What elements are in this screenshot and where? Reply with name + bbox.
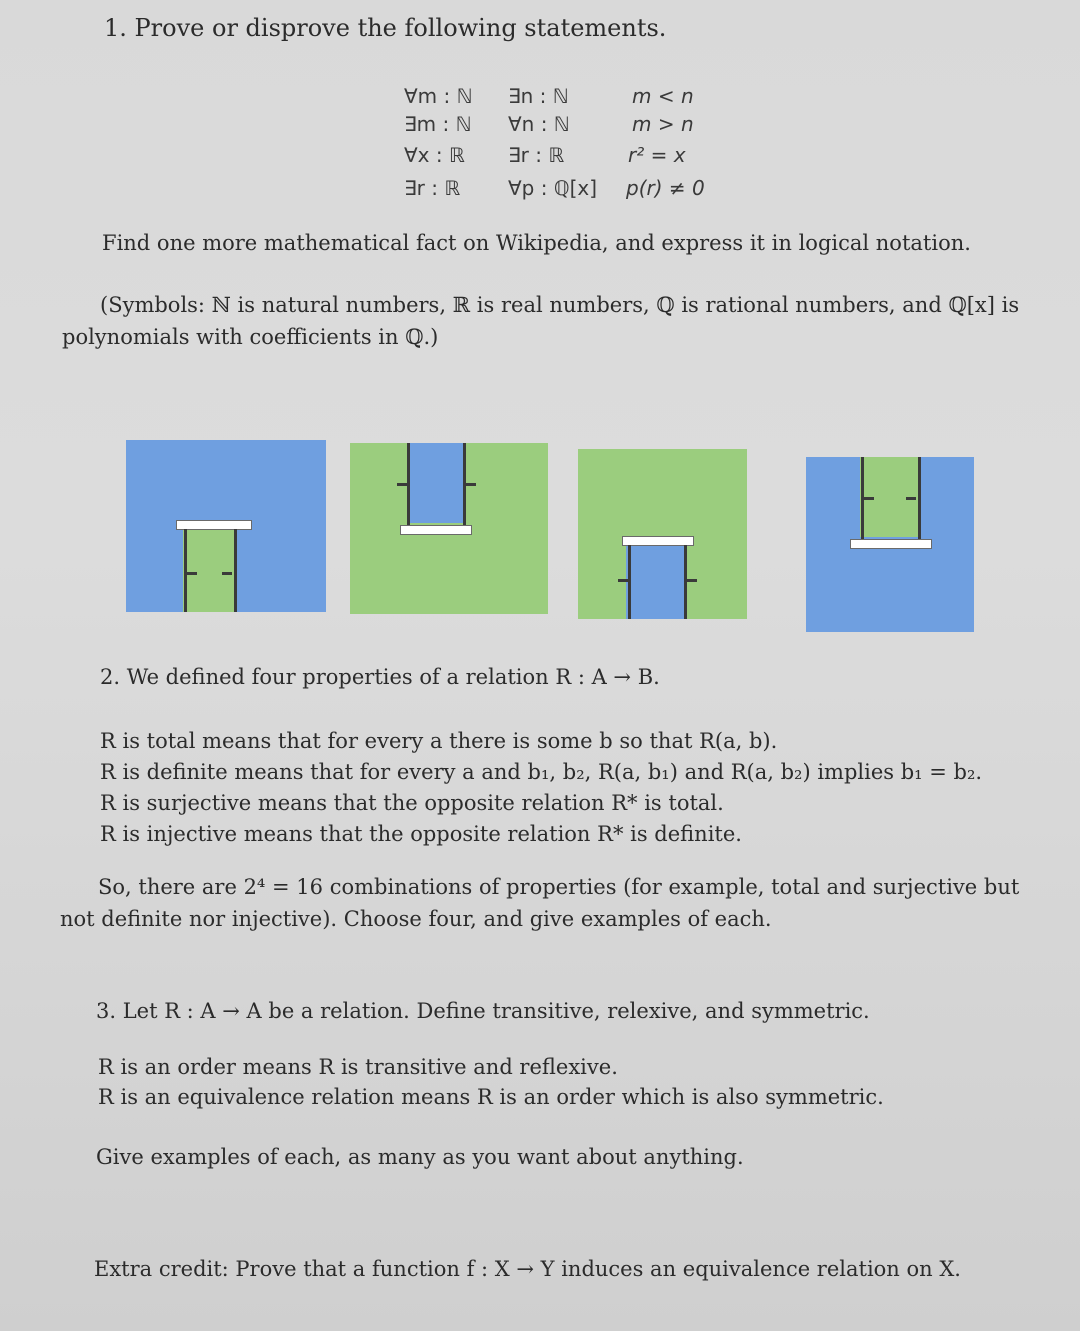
figure-2-blue-region (407, 443, 464, 523)
logic-r1c2: ∃n : ℕ (508, 84, 569, 108)
figure-2 (350, 443, 548, 614)
figure-3-post-right (684, 545, 687, 619)
figure-1-green-region (183, 530, 235, 612)
def-definite: R is definite means that for every a and b₁, b₂, R(a, b₁) and R(a, b₂) implies b₁ = b₂. (100, 760, 983, 784)
figure-3-post-left (628, 545, 631, 619)
figure-2-post-left (407, 443, 410, 525)
figure-1 (126, 440, 326, 612)
figure-4-tick (864, 497, 874, 500)
logic-r3c2: ∃r : ℝ (508, 143, 565, 167)
figure-1-bar (176, 520, 252, 530)
figure-4 (806, 457, 974, 632)
figure-1-tick (187, 572, 197, 575)
figure-2-tick (397, 483, 407, 486)
logic-r4c1: ∃r : ℝ (404, 176, 461, 200)
logic-r2c3: m > n (632, 112, 694, 136)
combinations-line-2: not definite nor injective). Choose four, and give examples of each. (60, 907, 772, 931)
def-injective: R is injective means that the opposite relation R* is definite. (100, 822, 742, 846)
figure-4-post-right (918, 457, 921, 539)
figure-4-bar (850, 539, 932, 549)
figure-1-post-right (234, 529, 237, 612)
figure-3-tick (687, 579, 697, 582)
logic-r4c3: p(r) ≠ 0 (626, 176, 705, 200)
logic-r2c1: ∃m : ℕ (404, 112, 472, 136)
def-order: R is an order means R is transitive and reflexive. (98, 1055, 618, 1079)
logic-r1c1: ∀m : ℕ (404, 84, 473, 108)
extra-credit: Extra credit: Prove that a function f : X → Y induces an equivalence relation on X. (94, 1257, 961, 1281)
figure-2-tick (466, 483, 476, 486)
give-examples: Give examples of each, as many as you want about anything. (96, 1145, 744, 1169)
def-surjective: R is surjective means that the opposite relation R* is total. (100, 791, 724, 815)
q1-title: 1. Prove or disprove the following statements. (104, 14, 667, 42)
logic-r1c3: m < n (632, 84, 694, 108)
def-total: R is total means that for every a there is some b so that R(a, b). (100, 729, 778, 753)
figure-3 (578, 449, 747, 619)
logic-r2c2: ∀n : ℕ (508, 112, 570, 136)
logic-r3c3: r² = x (628, 143, 686, 167)
find-instruction: Find one more mathematical fact on Wikipedia, and express it in logical notation. (102, 231, 971, 255)
figure-3-blue-region (626, 546, 686, 619)
combinations-line-1: So, there are 2⁴ = 16 combinations of properties (for example, total and surjective but (98, 875, 1020, 899)
figure-3-tick (618, 579, 628, 582)
q3-title: 3. Let R : A → A be a relation. Define transitive, relexive, and symmetric. (96, 999, 870, 1023)
logic-r3c1: ∀x : ℝ (404, 143, 465, 167)
logic-r4c2: ∀p : ℚ[x] (508, 176, 598, 200)
figure-1-tick (222, 572, 232, 575)
q2-title: 2. We defined four properties of a relation R : A → B. (100, 665, 660, 689)
figure-4-tick (906, 497, 916, 500)
figure-1-post-left (184, 529, 187, 612)
def-equivalence: R is an equivalence relation means R is an order which is also symmetric. (98, 1085, 884, 1109)
symbols-line-1: (Symbols: ℕ is natural numbers, ℝ is real numbers, ℚ is rational numbers, and ℚ[x] is (100, 293, 1020, 317)
figure-2-bar (400, 525, 472, 535)
symbols-line-2: polynomials with coefficients in ℚ.) (62, 325, 439, 349)
